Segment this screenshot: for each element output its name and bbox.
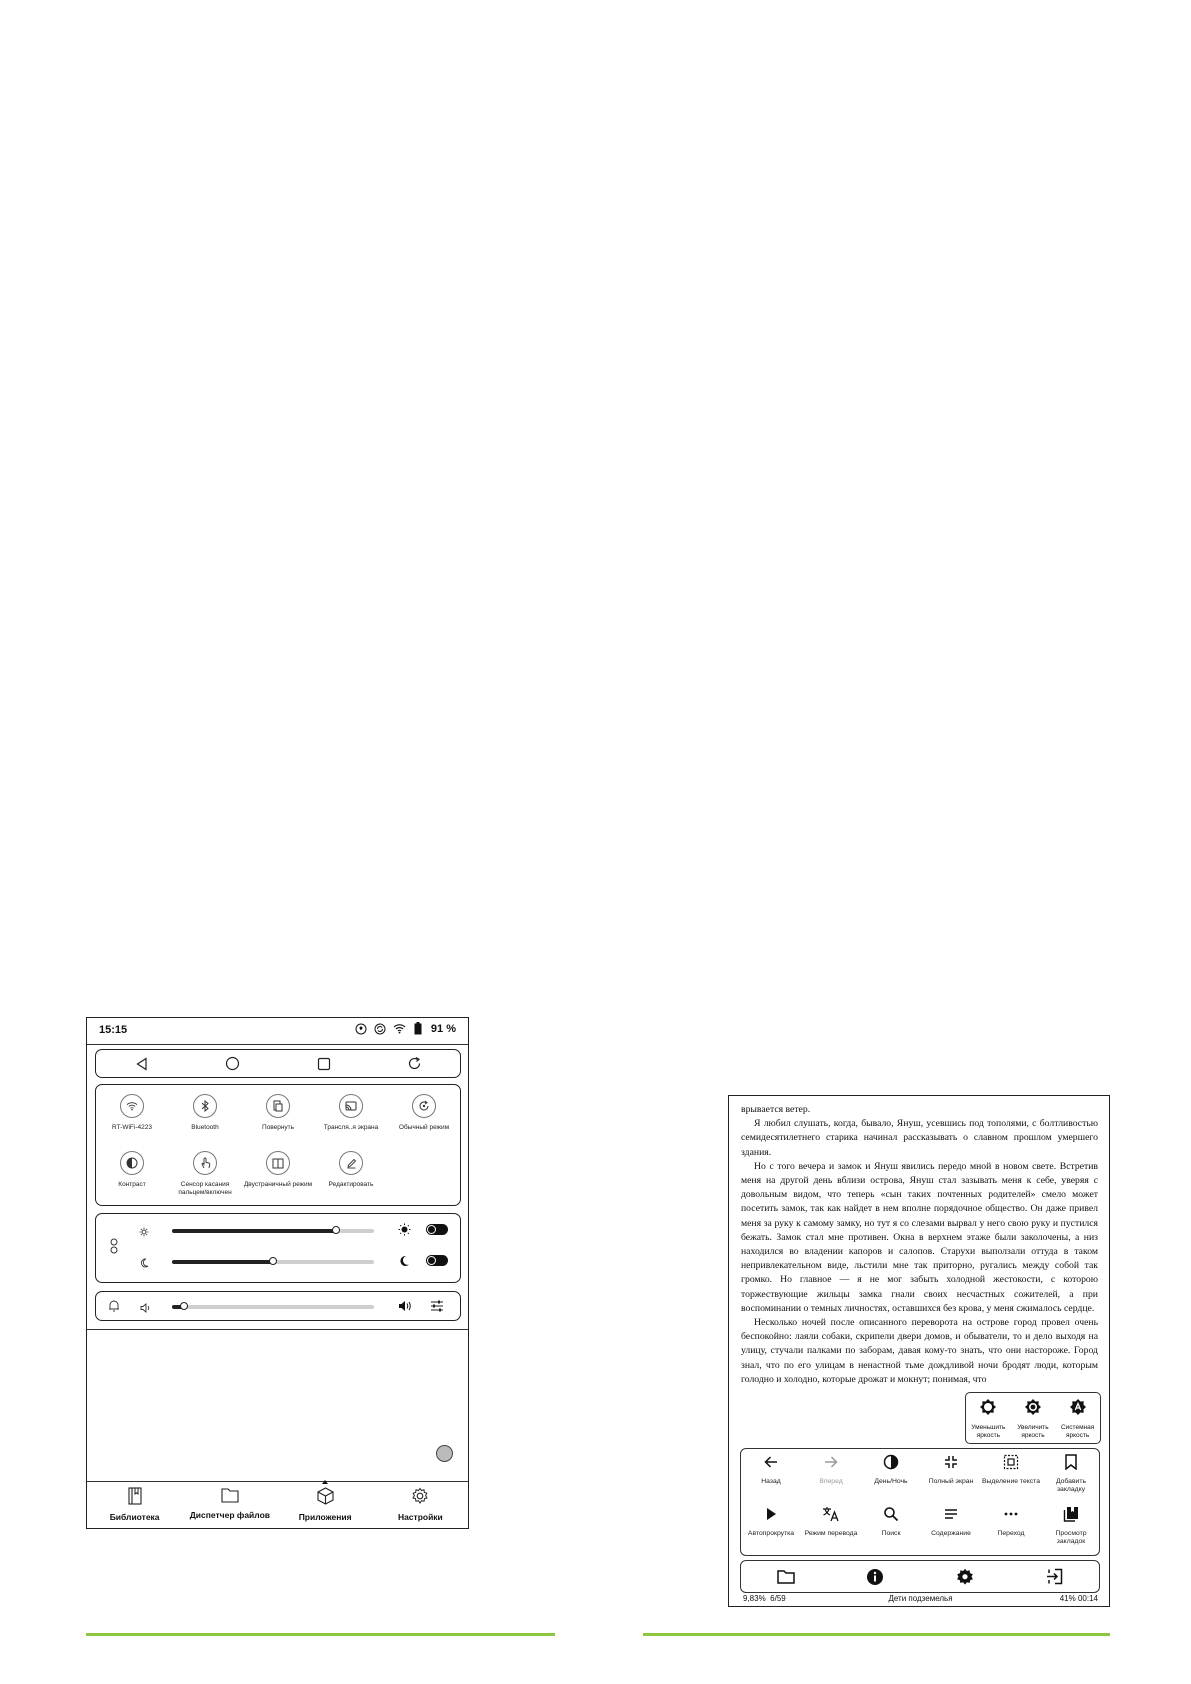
- menu-fullscreen[interactable]: [921, 1454, 981, 1486]
- contrast-icon: [120, 1151, 144, 1175]
- bell-icon[interactable]: [108, 1299, 120, 1317]
- warm-slider-fill: [172, 1260, 273, 1264]
- more-icon: [1003, 1509, 1019, 1526]
- nav-settings[interactable]: [373, 1482, 468, 1529]
- volume-slider-knob[interactable]: [180, 1302, 188, 1310]
- popup-label: Увеличить яркость: [1017, 1424, 1049, 1439]
- page-counter: 6/59: [770, 1594, 786, 1603]
- touch-icon: [193, 1151, 217, 1175]
- tile-label: Повернуть: [261, 1124, 295, 1131]
- paragraph: Я любил слушать, когда, бывало, Януш, усевшись под тополями, с болтливостью семидесятилетнего старика начинал рассказывать о славном прошлом умершего здания.: [741, 1118, 1098, 1158]
- home-circle-icon[interactable]: [224, 1055, 242, 1073]
- green-divider-right: [643, 1633, 1110, 1636]
- tile-wifi[interactable]: [96, 1094, 168, 1132]
- progress-percent: 9,83%: [743, 1594, 766, 1603]
- tile-label: RT-WiFi-4223: [112, 1124, 152, 1131]
- brightness-popup: [965, 1392, 1101, 1444]
- tile-bluetooth[interactable]: [169, 1094, 241, 1132]
- wifi-icon: [393, 1022, 406, 1035]
- exit-icon[interactable]: [1039, 1565, 1069, 1589]
- tile-contrast[interactable]: [96, 1151, 168, 1189]
- pencil-icon: [339, 1151, 363, 1175]
- sync-icon: [374, 1022, 387, 1035]
- fullscreen-icon: [943, 1457, 959, 1474]
- brightness-auto-button[interactable]: [1056, 1398, 1100, 1443]
- menu-view-bookmarks[interactable]: [1041, 1506, 1101, 1546]
- volume-panel: [95, 1291, 461, 1321]
- menu-label: Просмотр закладок: [1055, 1530, 1087, 1545]
- volume-low-icon: [140, 1300, 152, 1318]
- menu-label: Автопрокрутка: [747, 1530, 795, 1537]
- menu-label: День/Ночь: [874, 1478, 908, 1485]
- bookmarks-icon: [1063, 1509, 1079, 1526]
- tile-label: Bluetooth: [191, 1124, 219, 1131]
- menu-label: Назад: [761, 1478, 781, 1485]
- book-icon: [127, 1492, 143, 1509]
- menu-back[interactable]: [741, 1454, 801, 1486]
- brightness-up-icon: [1024, 1403, 1042, 1420]
- nav-label: Библиотека: [109, 1512, 160, 1522]
- nav-label: Диспетчер файлов: [189, 1510, 270, 1520]
- back-triangle-icon[interactable]: [133, 1055, 151, 1073]
- gear-icon: [411, 1492, 429, 1509]
- book-title: Дети подземелья: [888, 1594, 953, 1603]
- info-icon[interactable]: [860, 1565, 890, 1589]
- select-text-icon: [1003, 1457, 1019, 1474]
- battery-icon: [412, 1022, 425, 1035]
- popup-label: Системная яркость: [1060, 1424, 1095, 1439]
- moon-large-icon: [399, 1254, 410, 1272]
- tile-touch[interactable]: [169, 1151, 241, 1196]
- folder-icon: [221, 1490, 239, 1507]
- menu-goto[interactable]: [981, 1506, 1041, 1538]
- bulb-icon: [355, 1022, 368, 1035]
- tile-dual-page[interactable]: [242, 1151, 314, 1189]
- tile-refresh-mode[interactable]: [388, 1094, 460, 1132]
- battery-percent: 91 %: [430, 1022, 456, 1035]
- wifi-icon: [120, 1094, 144, 1118]
- tile-edit[interactable]: [315, 1151, 387, 1189]
- bluetooth-icon: [193, 1094, 217, 1118]
- launcher-bottom-nav: [87, 1481, 468, 1529]
- nav-label: Приложения: [298, 1512, 352, 1522]
- reader-screenshot: [728, 1095, 1110, 1607]
- menu-forward[interactable]: [801, 1454, 861, 1486]
- paragraph: Но с того вечера и замок и Януш явились передо мной в новом свете. Встретив меня на другой день вблизи острова, Януш стал зазывать меня к себе, уверяя с довольным видом, что теперь «сын таких почтенных родителей» смело может посетить замок, так как найдет в нем вполне порядочное общество. Он даже привел меня за руку к самому замку, но тут я со слезами вырвал у него свою руку и пустился бежать. Замок стал мне противен. Окна в верхнем этаже были заколочены, а низ находился во владении капоров и салопов. Старухи выползали оттуда в таком непривлекательном виде, льстили мне так приторно, ругались между собой так громко. Но главное — я не мог забыть холодной жестокости, с которою торжествующие жильцы замка гнали своих несчастных сожителей, а при воспоминании о темных личностях, оставшихся без крова, у меня сжималось сердце.: [741, 1160, 1098, 1314]
- sun-large-icon: [398, 1223, 411, 1241]
- moon-small-icon: [140, 1255, 149, 1273]
- menu-autoscroll[interactable]: [741, 1506, 801, 1538]
- arrow-left-icon: [763, 1457, 779, 1474]
- book-page-text: [741, 1103, 1098, 1387]
- menu-label: Поиск: [881, 1530, 901, 1537]
- cold-slider-fill: [172, 1229, 336, 1233]
- menu-add-bookmark[interactable]: [1041, 1454, 1101, 1494]
- menu-label: Вперед: [819, 1478, 843, 1485]
- warm-light-toggle[interactable]: [426, 1255, 448, 1266]
- toc-icon: [943, 1509, 959, 1526]
- warm-slider-knob[interactable]: [269, 1257, 277, 1265]
- status-bar: [87, 1018, 468, 1044]
- nav-label: Настройки: [397, 1512, 443, 1522]
- translate-icon: [822, 1509, 840, 1526]
- tile-label: Обычный режим: [398, 1124, 450, 1131]
- reader-status-bar: [743, 1594, 1098, 1606]
- play-icon: [764, 1509, 778, 1526]
- active-indicator: [322, 1480, 328, 1484]
- day-night-icon: [883, 1457, 899, 1474]
- search-icon: [883, 1509, 899, 1526]
- cold-brightness-slider[interactable]: [172, 1229, 374, 1233]
- rotate-icon: [266, 1094, 290, 1118]
- brightness-up-button[interactable]: [1011, 1398, 1055, 1443]
- tile-label: Сенсор касания пальцем/включен: [178, 1181, 232, 1196]
- popup-label: Уменьшить яркость: [971, 1424, 1006, 1439]
- cold-light-toggle[interactable]: [426, 1224, 448, 1235]
- tile-label: Редактировать: [328, 1181, 374, 1188]
- status-time: 15:15: [99, 1024, 128, 1036]
- green-divider-left: [86, 1633, 555, 1636]
- split-icon: [266, 1151, 290, 1175]
- system-nav-bar: [95, 1049, 461, 1078]
- link-icon[interactable]: [110, 1238, 118, 1259]
- menu-label: Полный экран: [928, 1478, 974, 1485]
- gear-icon[interactable]: [950, 1565, 980, 1589]
- brightness-down-button[interactable]: [966, 1398, 1010, 1443]
- menu-toc[interactable]: [921, 1506, 981, 1538]
- nav-apps[interactable]: [278, 1482, 373, 1529]
- reader-menu-panel: [740, 1448, 1100, 1556]
- menu-select-text[interactable]: [981, 1454, 1041, 1486]
- tile-label: Контраст: [118, 1181, 146, 1188]
- brightness-down-icon: [979, 1403, 997, 1420]
- quick-settings-panel: [95, 1084, 461, 1206]
- arrow-right-icon: [823, 1457, 839, 1474]
- tile-label: Трансля..я экрана: [323, 1124, 379, 1131]
- nav-file-manager[interactable]: [182, 1482, 277, 1529]
- recent-square-icon[interactable]: [315, 1055, 333, 1073]
- volume-high-icon: [398, 1299, 412, 1317]
- menu-search[interactable]: [861, 1506, 921, 1538]
- control-center-screenshot: [86, 1017, 469, 1529]
- reader-toolbar: [740, 1560, 1100, 1593]
- sun-small-icon: [139, 1224, 149, 1242]
- cold-slider-knob[interactable]: [332, 1226, 340, 1234]
- nav-library[interactable]: [87, 1482, 182, 1529]
- battery-time: 41% 00:14: [1059, 1594, 1098, 1603]
- menu-label: Выделение текста: [982, 1478, 1040, 1485]
- folder-icon[interactable]: [771, 1565, 801, 1589]
- tile-label: Двустраничный режим: [243, 1181, 313, 1188]
- brightness-auto-icon: [1069, 1403, 1087, 1420]
- cast-icon: [339, 1094, 363, 1118]
- menu-translate[interactable]: [801, 1506, 861, 1538]
- menu-label: Режим перевода: [804, 1530, 858, 1537]
- menu-label: Содержание: [931, 1530, 971, 1537]
- tile-rotate[interactable]: [242, 1094, 314, 1132]
- tile-cast[interactable]: [315, 1094, 387, 1132]
- warm-brightness-slider[interactable]: [172, 1260, 374, 1264]
- volume-slider[interactable]: [172, 1305, 374, 1309]
- menu-label: Переход: [997, 1530, 1025, 1537]
- paragraph: Несколько ночей после описанного переворота на острове город провел очень беспокойно: лаяли собаки, скрипели двери домов, и обыватели, то и дело выходя на улицу, стучали палками по заборам, давая кому-то знать, что они настороже. Город знал, что по его улицам в ненастной тьме дождливой ночи бродят люди, которым голодно и холодно, которые дрожат и мокнут; понимая, что: [741, 1317, 1098, 1385]
- menu-label: Добавить закладку: [1055, 1478, 1087, 1493]
- refresh-icon[interactable]: [406, 1055, 424, 1073]
- cube-icon: [317, 1492, 334, 1509]
- menu-day-night[interactable]: [861, 1454, 921, 1486]
- paragraph: врывается ветер.: [741, 1104, 811, 1115]
- bookmark-icon: [1064, 1457, 1078, 1474]
- floating-action-button[interactable]: [436, 1445, 453, 1462]
- equalizer-icon[interactable]: [430, 1299, 444, 1317]
- refresh-mode-icon: [412, 1094, 436, 1118]
- brightness-panel: [95, 1213, 461, 1283]
